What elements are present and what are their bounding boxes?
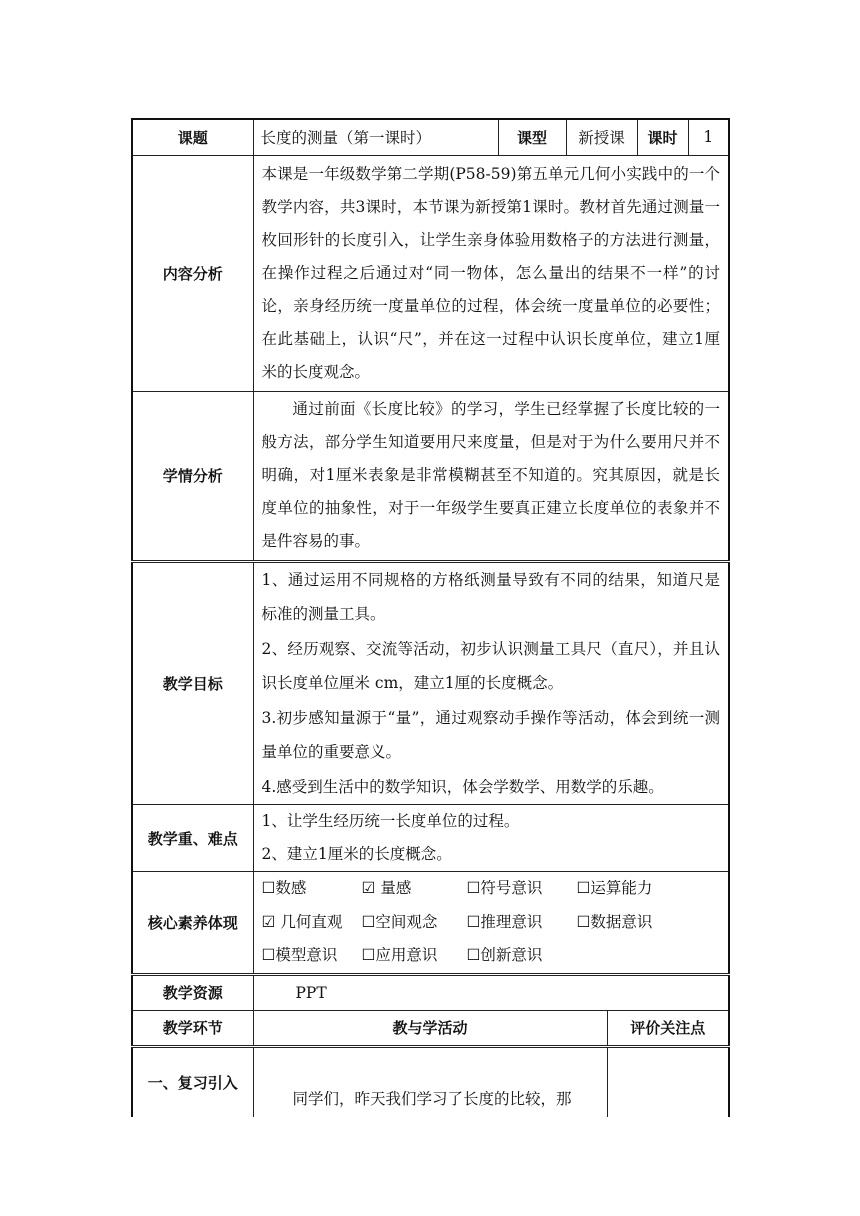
- period-label: 课时: [637, 119, 688, 155]
- lesson-plan-table: [131, 118, 730, 1117]
- stage1-activity: [253, 1046, 607, 1117]
- key-points-cell: [253, 805, 729, 872]
- core-literacy-line: [262, 939, 729, 973]
- evaluation-header: 评价关注点: [607, 1010, 729, 1046]
- header-row: [132, 119, 729, 155]
- stage1-label: 一、复习引入: [132, 1046, 253, 1117]
- checkbox-option: ☐符号意识: [466, 879, 543, 897]
- topic-value: 长度的测量（第一课时）: [253, 119, 498, 155]
- activity-header: 教与学活动: [253, 1010, 607, 1046]
- stage-header: 教学环节: [132, 1010, 253, 1046]
- topic-label: 课题: [132, 119, 253, 155]
- core-literacy-label: 核心素养体现: [132, 872, 253, 975]
- resources-label: 教学资源: [132, 974, 253, 1010]
- objectives-label: 教学目标: [132, 561, 253, 805]
- key-point-item: 2、建立1厘米的长度概念。: [261, 845, 452, 863]
- checkbox-option: ☐创新意识: [466, 946, 543, 964]
- checkbox-option: ☑ 量感: [361, 879, 412, 897]
- stage1-text: 同学们，昨天我们学习了长度的比较，那: [292, 1090, 572, 1108]
- checkbox-option: ☐推理意识: [466, 912, 543, 931]
- key-points-label: 教学重、难点: [132, 805, 253, 872]
- objective-item: 4.感受到生活中的数学知识，体会学数学、用数学的乐趣。: [261, 777, 664, 796]
- resources-value: PPT: [253, 974, 729, 1010]
- objective-item: 1、通过运用不同规格的方格纸测量导致有不同的结果，知道尺是标准的测量工具。: [261, 570, 721, 623]
- stage1-evaluation: [607, 1046, 729, 1117]
- checkbox-option: ☐模型意识: [261, 946, 338, 964]
- student-analysis-row: [132, 391, 729, 561]
- content-analysis-text: 本课是一年级数学第二学期(P58-59)第五单元几何小实践中的一个教学内容，共3课时，本节课为新授第1课时。教材首先通过测量一枚回形针的长度引入，让学生亲身体验用数格子的方法进行测量，在操作过程之后通过对“同一物体，怎么量出的结果不一样”的讨论，亲身经历统一度量单位的过程，体会统一度量单位的必要性；在此基础上，认识“尺”，并在这一过程中认识长度单位，建立1厘米的长度观念。: [261, 164, 721, 381]
- period-value: 1: [688, 119, 729, 155]
- content-analysis-row: [132, 155, 729, 391]
- core-literacy-line: [262, 906, 729, 940]
- checkbox-option: ☐数据意识: [576, 912, 653, 931]
- key-points-row: [132, 805, 729, 872]
- stage-row: [132, 1046, 729, 1117]
- core-literacy-cell: [253, 872, 729, 975]
- core-literacy-row: [132, 872, 729, 975]
- core-literacy-line: [262, 872, 729, 906]
- objectives-cell: [253, 561, 729, 805]
- student-analysis-label: 学情分析: [132, 391, 253, 561]
- type-label: 课型: [498, 119, 566, 155]
- checkbox-option: ☐应用意识: [361, 946, 438, 964]
- content-analysis-cell: [253, 155, 729, 391]
- key-point-item: 1、让学生经历统一长度单位的过程。: [261, 812, 520, 830]
- resources-row: [132, 974, 729, 1010]
- process-header-row: [132, 1010, 729, 1046]
- checkbox-option: ☑ 几何直观: [261, 912, 343, 931]
- student-analysis-cell: [253, 391, 729, 561]
- student-analysis-text: 通过前面《长度比较》的学习，学生已经掌握了长度比较的一般方法，部分学生知道要用尺来度量，但是对于为什么要用尺并不明确，对1厘米表象是非常模糊甚至不知道的。究其原因，就是长度单位的抽象性，对于一年级学生要真正建立长度单位的表象并不是件容易的事。: [261, 400, 721, 550]
- checkbox-option: ☐运算能力: [576, 879, 653, 897]
- objectives-row: [132, 561, 729, 805]
- content-analysis-label: 内容分析: [132, 155, 253, 391]
- objective-item: 2、经历观察、交流等活动，初步认识测量工具尺（直尺），并且认识长度单位厘米 cm，建立1厘的长度概念。: [261, 639, 721, 692]
- type-value: 新授课: [566, 119, 637, 155]
- objective-item: 3.初步感知量源于“量”，通过观察动手操作等活动，体会到统一测量单位的重要意义。: [261, 708, 721, 761]
- checkbox-option: ☐空间观念: [361, 912, 438, 931]
- checkbox-option: ☐数感: [261, 879, 307, 897]
